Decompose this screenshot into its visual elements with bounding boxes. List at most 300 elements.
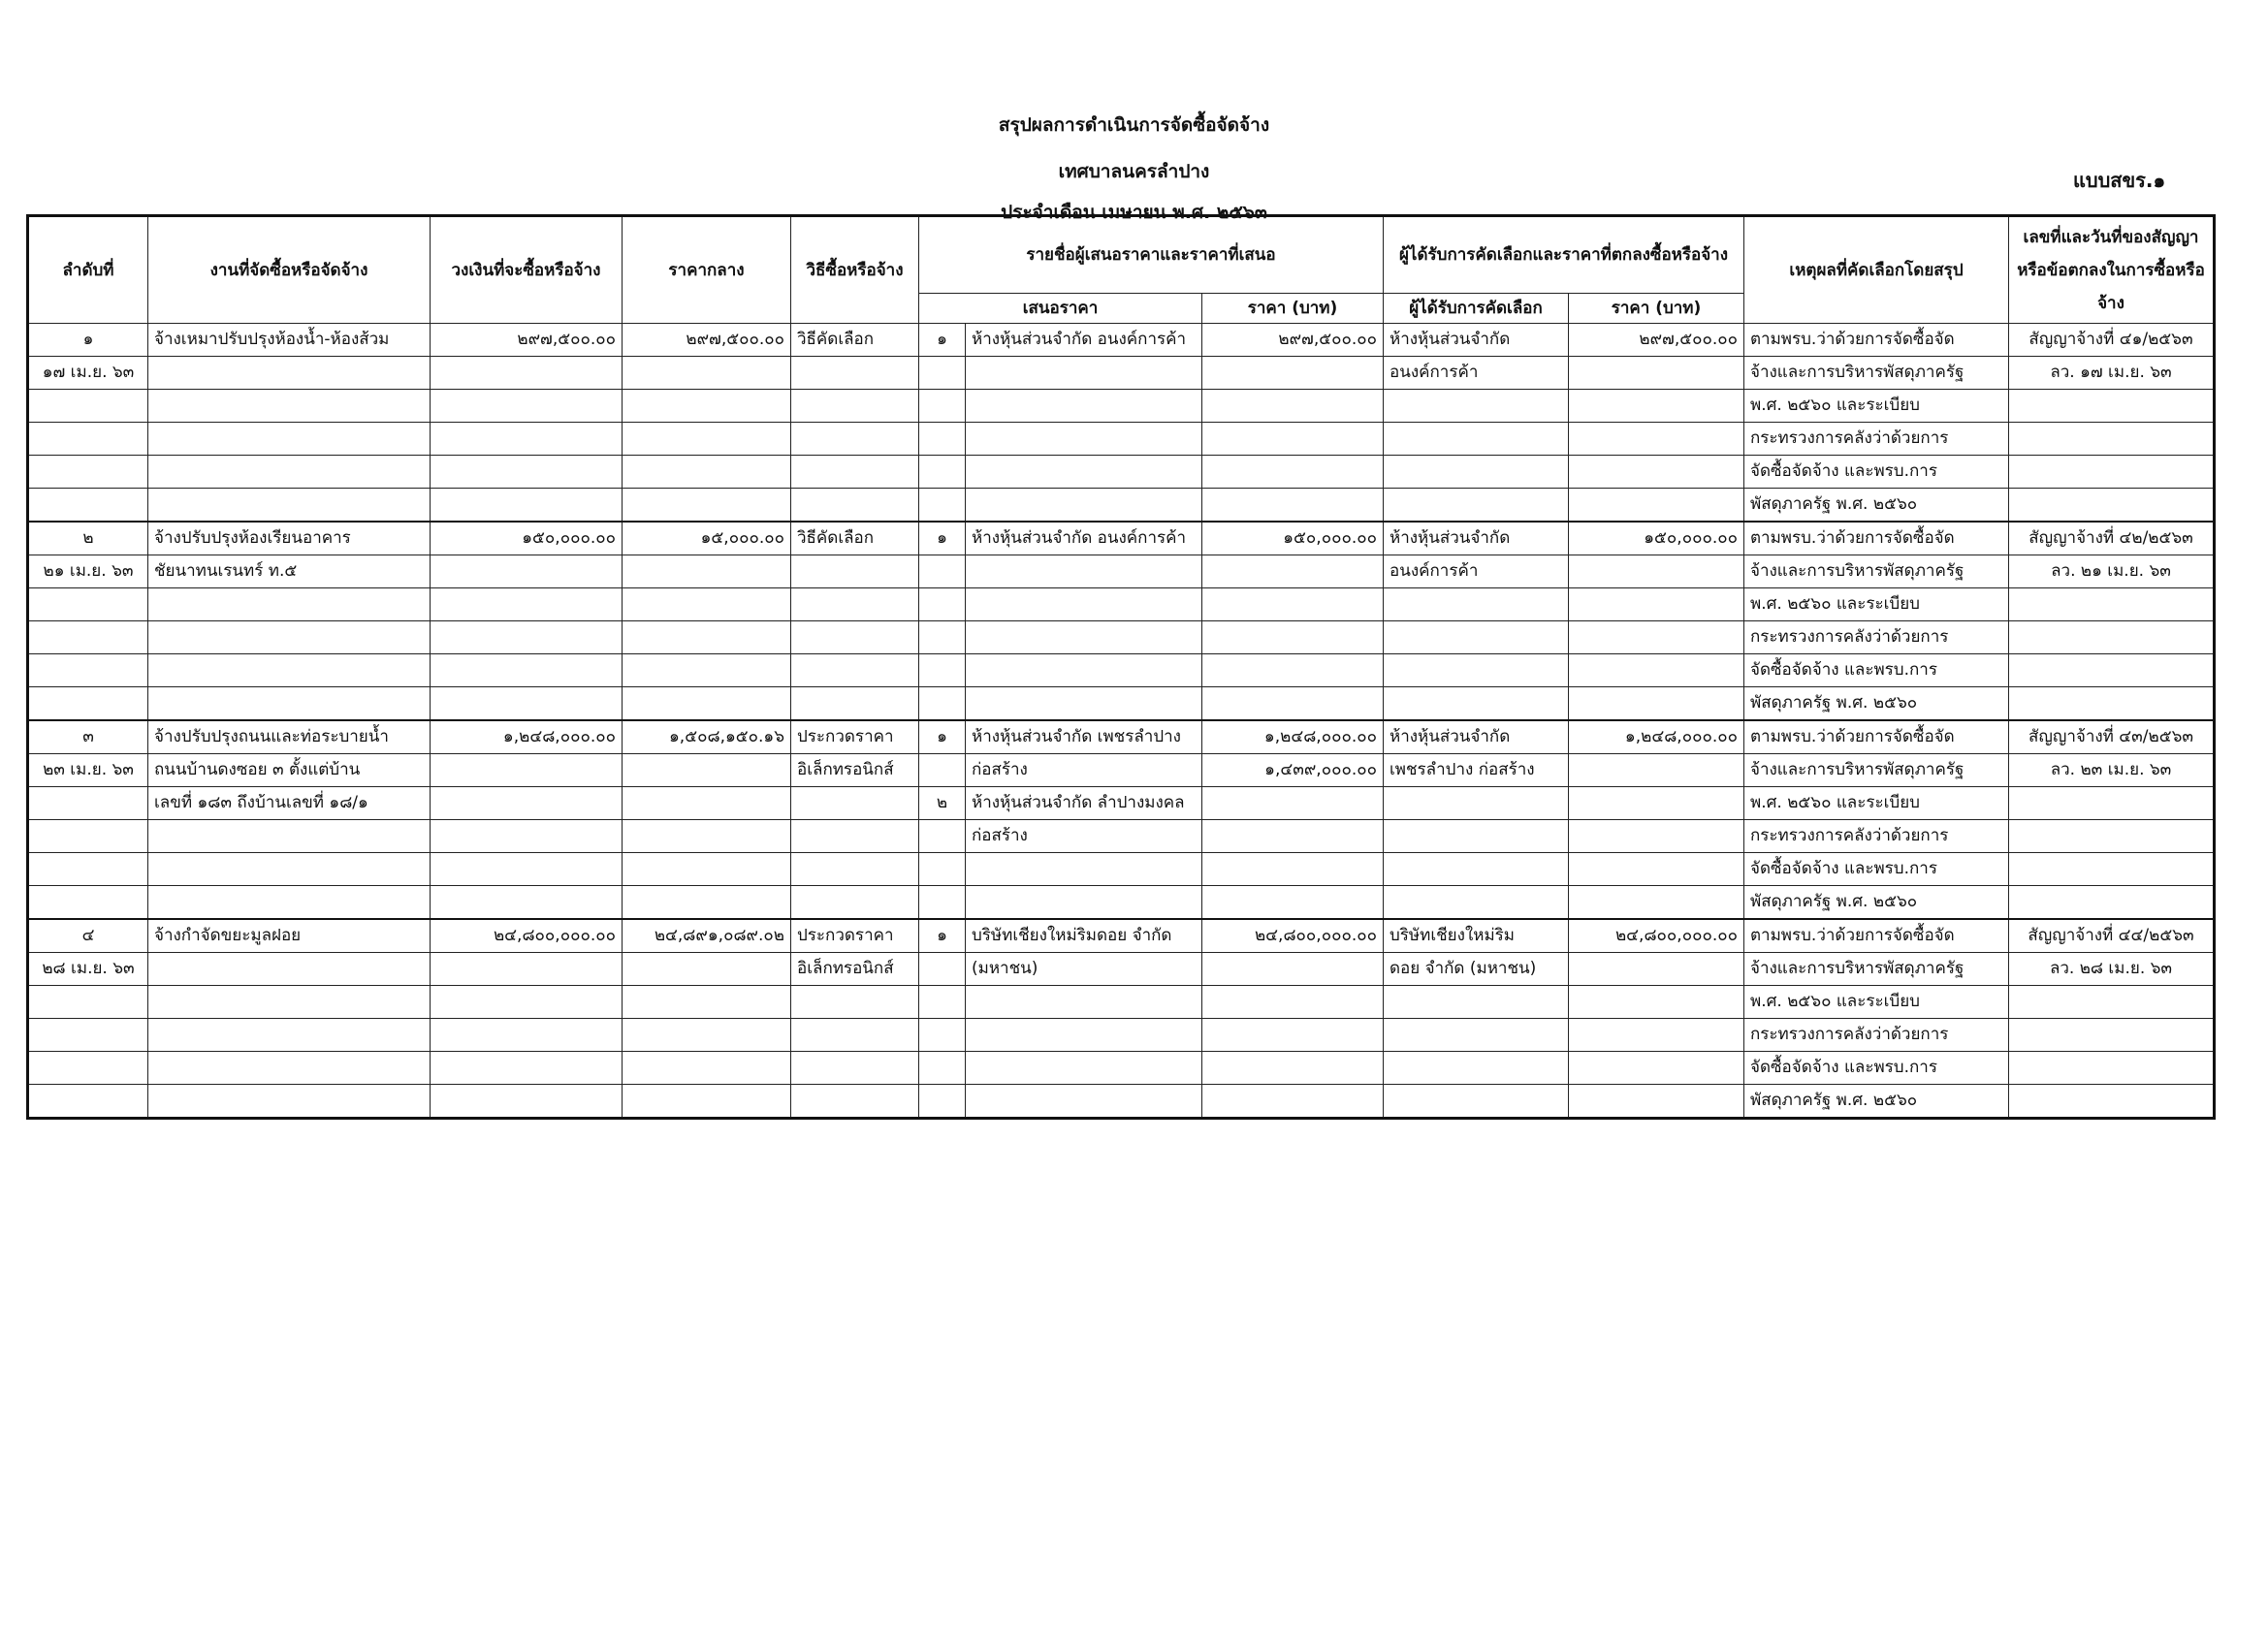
table-row: [28, 754, 2215, 787]
empty-cell: [1384, 654, 1569, 687]
table-row: [28, 720, 2215, 754]
col-bidder: เสนอราคา: [919, 294, 1202, 324]
empty-cell: [919, 357, 966, 390]
empty-cell: [431, 1019, 623, 1052]
reason-text: กระทรวงการคลังว่าด้วยการ: [1744, 820, 2009, 853]
col-no: ลำดับที่: [28, 216, 148, 324]
empty-cell: [1569, 754, 1744, 787]
empty-cell: [791, 1019, 919, 1052]
table-row: [28, 588, 2215, 621]
median-price: ๑,๕๐๘,๑๕๐.๑๖: [623, 720, 791, 754]
empty-cell: [791, 1085, 919, 1119]
reason-text: พัสดุภาครัฐ พ.ศ. ๒๕๖๐: [1744, 886, 2009, 920]
empty-cell: [791, 621, 919, 654]
reason-text: จัดซื้อจัดจ้าง และพรบ.การ: [1744, 853, 2009, 886]
empty-cell: [2009, 489, 2215, 523]
empty-cell: [966, 489, 1202, 523]
empty-cell: [1202, 489, 1384, 523]
empty-cell: [966, 357, 1202, 390]
bid-price: ๑,๔๓๙,๐๐๐.๐๐: [1202, 754, 1384, 787]
reason-text: พัสดุภาครัฐ พ.ศ. ๒๕๖๐: [1744, 687, 2009, 721]
selected-price: ๑,๒๔๘,๐๐๐.๐๐: [1569, 720, 1744, 754]
bidder-number: ๑: [919, 919, 966, 953]
empty-cell: [28, 654, 148, 687]
empty-cell: [28, 390, 148, 423]
empty-cell: [1569, 423, 1744, 456]
empty-cell: [1384, 456, 1569, 489]
reason-text: พ.ศ. ๒๕๖๐ และระเบียบ: [1744, 787, 2009, 820]
empty-cell: [623, 357, 791, 390]
empty-cell: [1202, 654, 1384, 687]
empty-cell: [2009, 886, 2215, 920]
empty-cell: [791, 986, 919, 1019]
empty-cell: [148, 1052, 431, 1085]
reason-text: พัสดุภาครัฐ พ.ศ. ๒๕๖๐: [1744, 489, 2009, 523]
empty-cell: [623, 754, 791, 787]
empty-cell: [431, 654, 623, 687]
selected-price: ๑๕๐,๐๐๐.๐๐: [1569, 522, 1744, 555]
contract-info: สัญญาจ้างที่ ๔๔/๒๕๖๓: [2009, 919, 2215, 953]
empty-cell: [966, 853, 1202, 886]
empty-cell: [1202, 588, 1384, 621]
empty-cell: [431, 588, 623, 621]
empty-cell: [1384, 621, 1569, 654]
empty-cell: [623, 456, 791, 489]
selected-price: ๒๙๗,๕๐๐.๐๐: [1569, 324, 1744, 357]
table-row: [28, 886, 2215, 920]
col-contract: เลขที่และวันที่ของสัญญาหรือข้อตกลงในการซื้อหรือจ้าง: [2009, 216, 2215, 324]
empty-cell: [919, 853, 966, 886]
empty-cell: [791, 853, 919, 886]
empty-cell: [919, 489, 966, 523]
empty-cell: [623, 820, 791, 853]
empty-cell: [148, 390, 431, 423]
empty-cell: [919, 654, 966, 687]
empty-cell: [1384, 423, 1569, 456]
bidder-name: ห้างหุ้นส่วนจำกัด ลำปางมงคล: [966, 787, 1202, 820]
empty-cell: [2009, 588, 2215, 621]
empty-cell: [791, 588, 919, 621]
empty-cell: [1202, 456, 1384, 489]
empty-cell: [791, 456, 919, 489]
empty-cell: [1202, 1085, 1384, 1119]
empty-cell: [919, 986, 966, 1019]
reason-text: จ้างและการบริหารพัสดุภาครัฐ: [1744, 953, 2009, 986]
empty-cell: [431, 1052, 623, 1085]
contract-info: ลว. ๑๗ เม.ย. ๖๓: [2009, 357, 2215, 390]
empty-cell: [2009, 654, 2215, 687]
empty-cell: [966, 687, 1202, 721]
empty-cell: [431, 489, 623, 523]
row-date: ๒๘ เม.ย. ๖๓: [28, 953, 148, 986]
empty-cell: [966, 886, 1202, 920]
empty-cell: [1384, 390, 1569, 423]
empty-cell: [28, 853, 148, 886]
col-work: งานที่จัดซื้อหรือจัดจ้าง: [148, 216, 431, 324]
empty-cell: [623, 555, 791, 588]
row-number: ๑: [28, 324, 148, 357]
empty-cell: [791, 820, 919, 853]
bidder-number: ๑: [919, 324, 966, 357]
contract-info: ลว. ๒๑ เม.ย. ๖๓: [2009, 555, 2215, 588]
col-selected-price: ราคา (บาท): [1569, 294, 1744, 324]
empty-cell: [148, 489, 431, 523]
table-row: [28, 621, 2215, 654]
empty-cell: [148, 687, 431, 721]
row-number: ๓: [28, 720, 148, 754]
empty-cell: [1384, 853, 1569, 886]
empty-cell: [28, 787, 148, 820]
table-row: [28, 324, 2215, 357]
empty-cell: [431, 953, 623, 986]
bidder-name: (มหาชน): [966, 953, 1202, 986]
empty-cell: [28, 886, 148, 920]
empty-cell: [919, 687, 966, 721]
empty-cell: [2009, 621, 2215, 654]
empty-cell: [1202, 390, 1384, 423]
work-description: ชัยนาทนเรนทร์ ท.๕: [148, 555, 431, 588]
table-row: [28, 390, 2215, 423]
empty-cell: [623, 1052, 791, 1085]
empty-cell: [1202, 555, 1384, 588]
procurement-method: อิเล็กทรอนิกส์: [791, 754, 919, 787]
bidder-name: ห้างหุ้นส่วนจำกัด เพชรลำปาง: [966, 720, 1202, 754]
report-title: สรุปผลการดำเนินการจัดซื้อจัดจ้าง: [998, 114, 1270, 136]
table-row: [28, 1052, 2215, 1085]
reason-text: ตามพรบ.ว่าด้วยการจัดซื้อจัด: [1744, 919, 2009, 953]
contract-info: ลว. ๒๘ เม.ย. ๖๓: [2009, 953, 2215, 986]
empty-cell: [148, 953, 431, 986]
selected-vendor: ห้างหุ้นส่วนจำกัด: [1384, 324, 1569, 357]
empty-cell: [623, 953, 791, 986]
selected-vendor: ดอย จำกัด (มหาชน): [1384, 953, 1569, 986]
empty-cell: [1384, 588, 1569, 621]
empty-cell: [791, 787, 919, 820]
bidder-number: ๑: [919, 720, 966, 754]
empty-cell: [2009, 787, 2215, 820]
empty-cell: [28, 621, 148, 654]
median-price: ๑๕,๐๐๐.๐๐: [623, 522, 791, 555]
empty-cell: [791, 687, 919, 721]
reason-text: ตามพรบ.ว่าด้วยการจัดซื้อจัด: [1744, 522, 2009, 555]
empty-cell: [148, 1085, 431, 1119]
reason-text: พ.ศ. ๒๕๖๐ และระเบียบ: [1744, 588, 2009, 621]
table-row: [28, 654, 2215, 687]
empty-cell: [623, 886, 791, 920]
empty-cell: [2009, 687, 2215, 721]
empty-cell: [1569, 787, 1744, 820]
empty-cell: [791, 555, 919, 588]
table-row: [28, 853, 2215, 886]
empty-cell: [28, 687, 148, 721]
bidder-name: ห้างหุ้นส่วนจำกัด อนงค์การค้า: [966, 522, 1202, 555]
empty-cell: [1569, 953, 1744, 986]
bid-price: ๒๔,๘๐๐,๐๐๐.๐๐: [1202, 919, 1384, 953]
empty-cell: [919, 1052, 966, 1085]
empty-cell: [1202, 423, 1384, 456]
row-number: ๔: [28, 919, 148, 953]
empty-cell: [966, 555, 1202, 588]
empty-cell: [919, 953, 966, 986]
col-budget: วงเงินที่จะซื้อหรือจ้าง: [431, 216, 623, 324]
empty-cell: [919, 1019, 966, 1052]
bid-price: ๒๙๗,๕๐๐.๐๐: [1202, 324, 1384, 357]
col-selected-group: ผู้ได้รับการคัดเลือกและราคาที่ตกลงซื้อหรือจ้าง: [1384, 216, 1744, 294]
procurement-method: วิธีคัดเลือก: [791, 324, 919, 357]
empty-cell: [148, 357, 431, 390]
organization-name: เทศบาลนครลำปาง: [1058, 161, 1210, 182]
empty-cell: [791, 886, 919, 920]
empty-cell: [1569, 588, 1744, 621]
reason-text: กระทรวงการคลังว่าด้วยการ: [1744, 423, 2009, 456]
empty-cell: [28, 1085, 148, 1119]
empty-cell: [919, 820, 966, 853]
bidder-name: ก่อสร้าง: [966, 754, 1202, 787]
selected-vendor: ห้างหุ้นส่วนจำกัด: [1384, 522, 1569, 555]
empty-cell: [2009, 423, 2215, 456]
work-description: เลขที่ ๑๘๓ ถึงบ้านเลขที่ ๑๘/๑: [148, 787, 431, 820]
reason-text: จัดซื้อจัดจ้าง และพรบ.การ: [1744, 1052, 2009, 1085]
empty-cell: [1384, 820, 1569, 853]
empty-cell: [1569, 1052, 1744, 1085]
table-row: [28, 456, 2215, 489]
empty-cell: [791, 357, 919, 390]
empty-cell: [28, 489, 148, 523]
empty-cell: [791, 1052, 919, 1085]
reason-text: กระทรวงการคลังว่าด้วยการ: [1744, 621, 2009, 654]
col-method: วิธีซื้อหรือจ้าง: [791, 216, 919, 324]
empty-cell: [919, 886, 966, 920]
row-number: ๒: [28, 522, 148, 555]
empty-cell: [1202, 986, 1384, 1019]
reason-text: ตามพรบ.ว่าด้วยการจัดซื้อจัด: [1744, 720, 2009, 754]
empty-cell: [28, 820, 148, 853]
empty-cell: [1384, 986, 1569, 1019]
selected-vendor: บริษัทเชียงใหม่ริม: [1384, 919, 1569, 953]
empty-cell: [1569, 1019, 1744, 1052]
empty-cell: [431, 621, 623, 654]
empty-cell: [1202, 1052, 1384, 1085]
empty-cell: [1202, 1019, 1384, 1052]
selected-price: ๒๔,๘๐๐,๐๐๐.๐๐: [1569, 919, 1744, 953]
empty-cell: [623, 390, 791, 423]
procurement-method: วิธีคัดเลือก: [791, 522, 919, 555]
table-row: [28, 687, 2215, 721]
contract-info: สัญญาจ้างที่ ๔๒/๒๕๖๓: [2009, 522, 2215, 555]
empty-cell: [2009, 390, 2215, 423]
empty-cell: [623, 986, 791, 1019]
empty-cell: [28, 986, 148, 1019]
procurement-method: อิเล็กทรอนิกส์: [791, 953, 919, 986]
selected-vendor: เพชรลำปาง ก่อสร้าง: [1384, 754, 1569, 787]
empty-cell: [1202, 787, 1384, 820]
empty-cell: [966, 1019, 1202, 1052]
empty-cell: [919, 1085, 966, 1119]
empty-cell: [919, 456, 966, 489]
empty-cell: [1569, 687, 1744, 721]
empty-cell: [431, 687, 623, 721]
reason-text: จ้างและการบริหารพัสดุภาครัฐ: [1744, 555, 2009, 588]
reason-text: จัดซื้อจัดจ้าง และพรบ.การ: [1744, 456, 2009, 489]
table-row: [28, 1085, 2215, 1119]
empty-cell: [966, 654, 1202, 687]
bid-price: ๑๕๐,๐๐๐.๐๐: [1202, 522, 1384, 555]
empty-cell: [623, 687, 791, 721]
empty-cell: [1569, 390, 1744, 423]
empty-cell: [966, 456, 1202, 489]
reason-text: พัสดุภาครัฐ พ.ศ. ๒๕๖๐: [1744, 1085, 2009, 1119]
reason-text: กระทรวงการคลังว่าด้วยการ: [1744, 1019, 2009, 1052]
empty-cell: [431, 390, 623, 423]
empty-cell: [1569, 621, 1744, 654]
empty-cell: [1202, 953, 1384, 986]
selected-vendor: ห้างหุ้นส่วนจำกัด: [1384, 720, 1569, 754]
empty-cell: [1202, 886, 1384, 920]
empty-cell: [966, 423, 1202, 456]
empty-cell: [148, 654, 431, 687]
reason-text: จ้างและการบริหารพัสดุภาครัฐ: [1744, 357, 2009, 390]
empty-cell: [28, 588, 148, 621]
col-selected: ผู้ได้รับการคัดเลือก: [1384, 294, 1569, 324]
table-row: [28, 787, 2215, 820]
empty-cell: [791, 423, 919, 456]
table-row: [28, 986, 2215, 1019]
empty-cell: [919, 390, 966, 423]
empty-cell: [431, 820, 623, 853]
empty-cell: [966, 986, 1202, 1019]
empty-cell: [148, 423, 431, 456]
empty-cell: [2009, 853, 2215, 886]
table-body: [28, 324, 2215, 1119]
reason-text: ตามพรบ.ว่าด้วยการจัดซื้อจัด: [1744, 324, 2009, 357]
budget-amount: ๒๔,๘๐๐,๐๐๐.๐๐: [431, 919, 623, 953]
empty-cell: [791, 654, 919, 687]
empty-cell: [623, 853, 791, 886]
selected-vendor: อนงค์การค้า: [1384, 555, 1569, 588]
empty-cell: [791, 390, 919, 423]
form-code: แบบสขร.๑: [2073, 169, 2166, 192]
empty-cell: [966, 1052, 1202, 1085]
empty-cell: [623, 1085, 791, 1119]
row-date: ๒๓ เม.ย. ๖๓: [28, 754, 148, 787]
empty-cell: [148, 886, 431, 920]
empty-cell: [623, 588, 791, 621]
empty-cell: [431, 754, 623, 787]
contract-info: สัญญาจ้างที่ ๔๓/๒๕๖๓: [2009, 720, 2215, 754]
empty-cell: [623, 423, 791, 456]
empty-cell: [919, 621, 966, 654]
empty-cell: [791, 489, 919, 523]
col-reason: เหตุผลที่คัดเลือกโดยสรุป: [1744, 216, 2009, 324]
empty-cell: [431, 853, 623, 886]
empty-cell: [1202, 687, 1384, 721]
empty-cell: [623, 621, 791, 654]
bidder-name: บริษัทเชียงใหม่ริมดอย จำกัด: [966, 919, 1202, 953]
table-row: [28, 1019, 2215, 1052]
empty-cell: [623, 1019, 791, 1052]
empty-cell: [1569, 456, 1744, 489]
selected-vendor: อนงค์การค้า: [1384, 357, 1569, 390]
empty-cell: [431, 555, 623, 588]
empty-cell: [1202, 820, 1384, 853]
reason-text: พ.ศ. ๒๕๖๐ และระเบียบ: [1744, 390, 2009, 423]
empty-cell: [966, 390, 1202, 423]
table-row: [28, 357, 2215, 390]
median-price: ๒๔,๘๙๑,๐๘๙.๐๒: [623, 919, 791, 953]
empty-cell: [623, 787, 791, 820]
empty-cell: [148, 621, 431, 654]
table-row: [28, 820, 2215, 853]
reason-text: พ.ศ. ๒๕๖๐ และระเบียบ: [1744, 986, 2009, 1019]
empty-cell: [1202, 357, 1384, 390]
table-row: [28, 953, 2215, 986]
empty-cell: [1202, 853, 1384, 886]
empty-cell: [966, 621, 1202, 654]
empty-cell: [2009, 456, 2215, 489]
empty-cell: [148, 588, 431, 621]
work-description: ถนนบ้านดงซอย ๓ ตั้งแต่บ้าน: [148, 754, 431, 787]
reason-text: จัดซื้อจัดจ้าง และพรบ.การ: [1744, 654, 2009, 687]
work-description: จ้างกำจัดขยะมูลฝอย: [148, 919, 431, 953]
contract-info: สัญญาจ้างที่ ๔๑/๒๕๖๓: [2009, 324, 2215, 357]
row-date: ๒๑ เม.ย. ๖๓: [28, 555, 148, 588]
empty-cell: [431, 423, 623, 456]
median-price: ๒๙๗,๕๐๐.๐๐: [623, 324, 791, 357]
empty-cell: [148, 853, 431, 886]
procurement-method: ประกวดราคา: [791, 720, 919, 754]
col-bidders: รายชื่อผู้เสนอราคาและราคาที่เสนอ: [919, 216, 1384, 294]
bid-price: ๑,๒๔๘,๐๐๐.๐๐: [1202, 720, 1384, 754]
empty-cell: [2009, 820, 2215, 853]
empty-cell: [2009, 1085, 2215, 1119]
empty-cell: [431, 357, 623, 390]
empty-cell: [28, 1052, 148, 1085]
empty-cell: [623, 654, 791, 687]
empty-cell: [148, 820, 431, 853]
empty-cell: [1569, 853, 1744, 886]
empty-cell: [148, 456, 431, 489]
table-row: [28, 489, 2215, 523]
reason-text: จ้างและการบริหารพัสดุภาครัฐ: [1744, 754, 2009, 787]
empty-cell: [1569, 986, 1744, 1019]
bidder-name: ก่อสร้าง: [966, 820, 1202, 853]
empty-cell: [28, 1019, 148, 1052]
empty-cell: [919, 588, 966, 621]
empty-cell: [1384, 687, 1569, 721]
empty-cell: [148, 1019, 431, 1052]
empty-cell: [1569, 886, 1744, 920]
empty-cell: [1384, 1085, 1569, 1119]
empty-cell: [2009, 1019, 2215, 1052]
bidder-name: ห้างหุ้นส่วนจำกัด อนงค์การค้า: [966, 324, 1202, 357]
bidder-number: ๒: [919, 787, 966, 820]
empty-cell: [1569, 357, 1744, 390]
procurement-method: ประกวดราคา: [791, 919, 919, 953]
empty-cell: [966, 1085, 1202, 1119]
empty-cell: [966, 588, 1202, 621]
work-description: จ้างปรับปรุงถนนและท่อระบายน้ำ: [148, 720, 431, 754]
empty-cell: [28, 423, 148, 456]
empty-cell: [919, 754, 966, 787]
table-row: [28, 555, 2215, 588]
empty-cell: [1384, 886, 1569, 920]
table-row: [28, 919, 2215, 953]
bidder-number: ๑: [919, 522, 966, 555]
empty-cell: [2009, 1052, 2215, 1085]
empty-cell: [919, 555, 966, 588]
empty-cell: [431, 886, 623, 920]
budget-amount: ๑๕๐,๐๐๐.๐๐: [431, 522, 623, 555]
